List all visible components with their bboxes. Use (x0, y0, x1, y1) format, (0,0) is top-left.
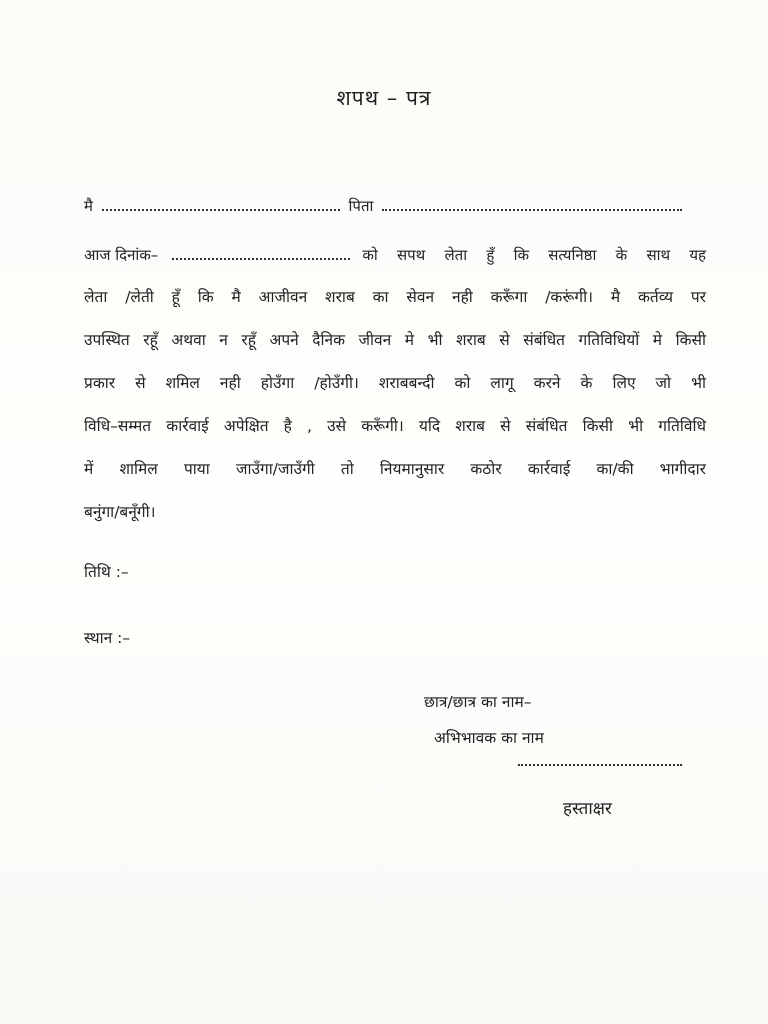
date-blank (172, 252, 350, 260)
oath-intro: को सपथ लेता हुँ कि सत्यनिष्ठा के साथ यह (362, 246, 706, 264)
oath-body (84, 276, 706, 534)
signature-label: हस्ताक्षर (563, 799, 612, 819)
oath-line-5: में शामिल पाया जाउँगा/जाउँगी तो नियमानुसार कठोर कार्रवाई का/की भागीदार (84, 460, 706, 478)
document-title: शपथ – पत्र (336, 86, 432, 110)
oath-line-6: बनुंगा/बनूँगी। (84, 503, 156, 521)
oath-line-3: प्रकार से शमिल नही होउँगा /होउँगी। शराबबन्दी को लागू करने के लिए जो भी (84, 374, 706, 392)
date-label: तिथि :– (84, 563, 129, 581)
date-line (84, 245, 706, 265)
today-label: आज दिनांक– (84, 246, 159, 264)
guardian-name-label: अभिभावक का नाम (434, 729, 544, 747)
signature-blank (518, 764, 682, 766)
father-name-blank (382, 203, 682, 211)
oath-line-4: विधि–सम्मत कार्रवाई अपेक्षित है , उसे करूँगी। यदि शराब से संबंधित किसी भी गतिविधि (84, 417, 706, 435)
oath-line-2: उपस्थित रहूँ अथवा न रहूँ अपने दैनिक जीवन मे भी शराब से संबंधित गतिविधियों मे किसी (84, 331, 706, 349)
me-label: मै (84, 197, 93, 215)
name-line (84, 196, 686, 216)
oath-line-1: लेता /लेती हूँ कि मै आजीवन शराब का सेवन नही करूँगा /करूंगी। मै कर्तव्य पर (84, 288, 706, 306)
father-label: पिता (348, 197, 374, 215)
place-label: स्थान :– (84, 629, 131, 647)
student-name-label: छात्र/छात्र का नाम– (424, 693, 532, 711)
name-blank (102, 203, 340, 211)
